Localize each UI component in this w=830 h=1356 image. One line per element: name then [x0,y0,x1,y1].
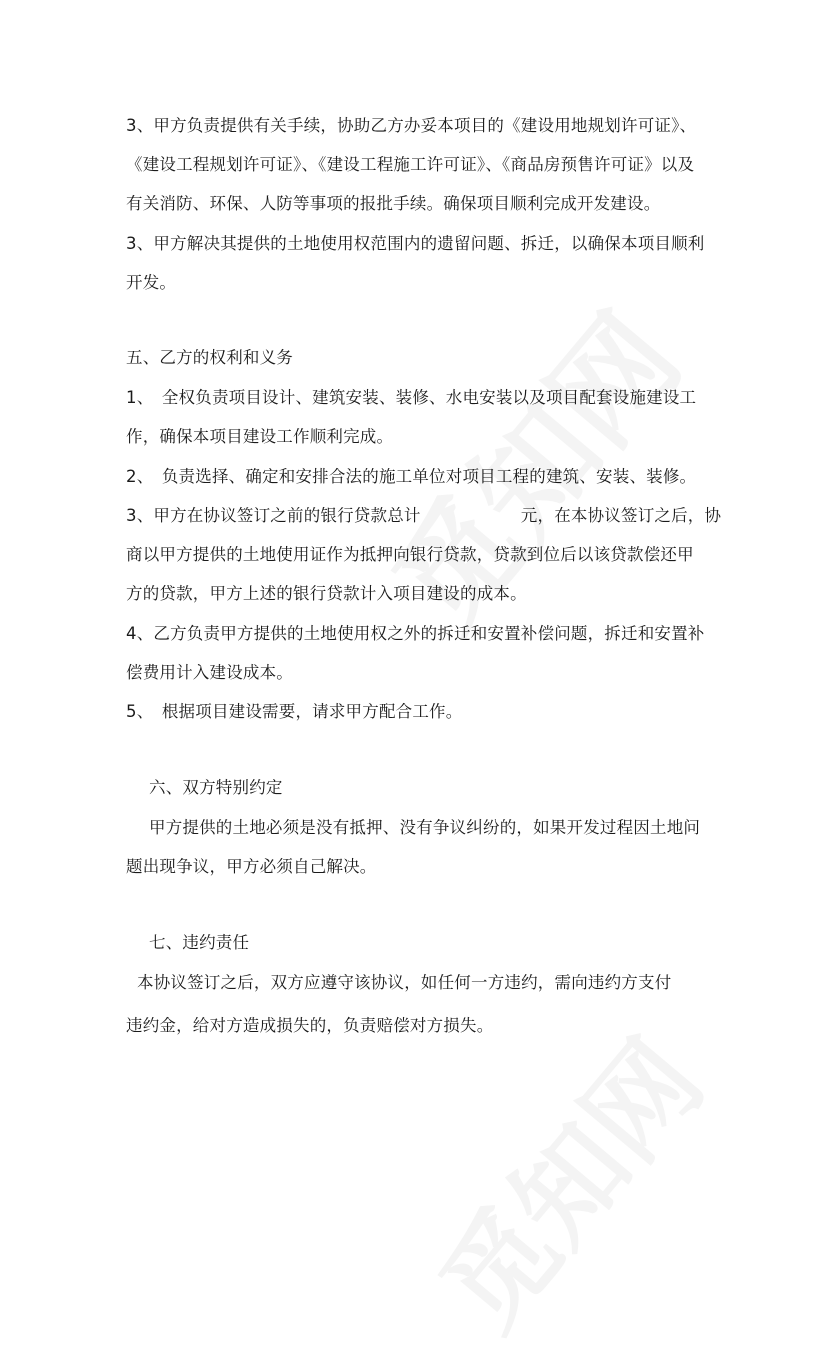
section-heading: 七、违约责任 [149,933,250,952]
paragraph-line: 5、 根据项目建设需要，请求甲方配合工作。 [126,702,463,721]
paragraph-line: 偿费用计入建设成本。 [126,663,293,682]
paragraph-line: 3、甲方在协议签订之前的银行贷款总计 元，在本协议签订之后，协 [126,506,722,525]
paragraph-line: 作，确保本项目建设工作顺利完成。 [126,427,394,446]
paragraph-line: 4、乙方负责甲方提供的土地使用权之外的拆迁和安置补偿问题，拆迁和安置补 [126,624,705,643]
paragraph-line: 本协议签订之后，双方应遵守该协议，如任何一方违约，需向违约方支付 [137,973,672,992]
watermark [398,1002,731,1356]
list-item-text: 1、 全权负责项目设计、建筑安装、装修、水电安装以及项目配套设施建设工 [126,388,697,407]
paragraph-line: 有关消防、环保、人防等事项的报批手续。确保项目顺利完成开发建设。 [126,194,661,213]
paragraph-line: 甲方提供的土地必须是没有抵押、没有争议纠纷的，如果开发过程因土地问 [149,818,701,837]
paragraph-line: 《建设工程规划许可证》、《建设工程施工许可证》、《商品房预售许可证》以及 [126,155,695,174]
paragraph-line: 开发。 [126,273,177,292]
paragraph-line: 方的贷款，甲方上述的银行贷款计入项目建设的成本。 [126,584,527,603]
paragraph-line: 违约金，给对方造成损失的，负责赔偿对方损失。 [126,1016,494,1035]
paragraph-line: 题出现争议，甲方必须自己解决。 [126,857,377,876]
paragraph-line: 3、甲方解决其提供的土地使用权范围内的遗留问题、拆迁，以确保本项目顺利 [126,234,705,253]
section-heading: 六、双方特别约定 [149,778,283,797]
paragraph-line: 商以甲方提供的土地使用证作为抵押向银行贷款，贷款到位后以该贷款偿还甲 [126,545,694,564]
paragraph-line [126,388,696,408]
section-heading: 五、乙方的权利和义务 [126,348,293,367]
paragraph-line: 3、甲方负责提供有关手续，协助乙方办妥本项目的《建设用地规划许可证》、 [126,116,697,135]
paragraph-line: 2、 负责选择、确定和安排合法的施工单位对项目工程的建筑、安装、装修。 [126,467,697,486]
